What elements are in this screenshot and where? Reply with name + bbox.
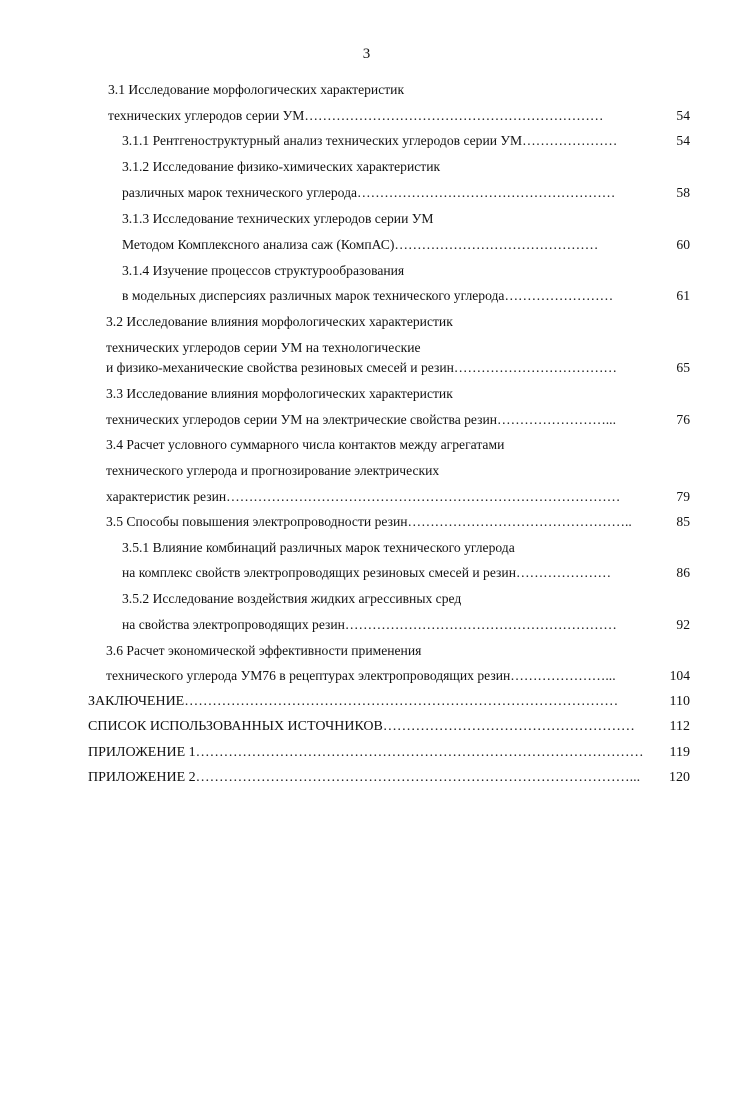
toc-entry-page-number: 58 (676, 185, 690, 200)
toc-entry-page-number: 104 (669, 668, 690, 683)
toc-entry-page-number: 76 (676, 412, 690, 427)
toc-entry-title: технических углеродов серии УМ на электрические свойства резин……………………... (106, 412, 616, 427)
toc-entry-3-4-c (106, 487, 690, 507)
toc-entry-page-number: 85 (676, 514, 690, 529)
toc-entry-title: 3.2 Исследование влияния морфологических характеристик (106, 314, 453, 329)
toc-entry-page-number: 79 (676, 489, 690, 504)
toc-entry-title: ПРИЛОЖЕНИЕ 2…………………………………………………………………………………... (88, 770, 641, 785)
toc-entry-title: 3.1.1 Рентгеноструктурный анализ технических углеродов серии УМ………………… (122, 133, 618, 148)
toc-entry-page-number: 120 (669, 770, 690, 785)
toc-entry-title: 3.5.2 Исследование воздействия жидких агрессивных сред (122, 591, 462, 606)
toc-entry-page-number: 54 (676, 108, 690, 123)
toc-entry-title: технических углеродов серии УМ………………………………………………………… (108, 108, 604, 123)
toc-entry-page-number: 112 (669, 719, 690, 734)
toc-entry-conclusion (88, 692, 690, 712)
toc-entry-3-1-a (108, 80, 690, 100)
toc-entry-title: ПРИЛОЖЕНИЕ 1…………………………………………………………………………………… (88, 745, 644, 760)
toc-entry-3-5-1-b (122, 563, 690, 583)
toc-entry-title: технического углерода и прогнозирование электрических (106, 463, 440, 478)
toc-entry-3-4-a (106, 435, 690, 455)
toc-entry-3-5-2-a (122, 589, 690, 609)
toc-entry-title: на комплекс свойств электропроводящих резиновых смесей и резин………………… (122, 565, 612, 580)
toc-entry-3-1-3-a (122, 209, 690, 229)
toc-entry-3-1-4-b (122, 286, 690, 306)
toc-entry-3-1-2-b (122, 183, 690, 203)
toc-entry-3-5 (106, 512, 690, 532)
toc-entry-references (88, 717, 690, 737)
toc-entry-appendix-2 (88, 768, 690, 788)
toc-entry-3-4-b (106, 461, 690, 481)
toc-entry-title: и физико-механические свойства резиновых смесей и резин……………………………… (106, 360, 618, 375)
toc-entry-title: 3.5 Способы повышения электропроводности резин………………………………………….. (106, 514, 632, 529)
toc-entry-page-number: 119 (669, 745, 690, 760)
toc-entry-title: различных марок технического углерода………………………………………………… (122, 185, 616, 200)
toc-entry-3-5-2-b (122, 615, 690, 635)
toc-entry-title: на свойства электропроводящих резин…………………………………………………… (122, 617, 617, 632)
toc-entry-page-number: 61 (676, 288, 690, 303)
toc-entry-3-1-b (108, 106, 690, 126)
toc-entry-title: 3.1.4 Изучение процессов структурообразования (122, 263, 405, 278)
toc-entry-page-number: 92 (676, 617, 690, 632)
toc-entry-page-number: 86 (676, 565, 690, 580)
toc-entry-3-2-a (106, 312, 690, 332)
toc-entry-title: 3.5.1 Влияние комбинаций различных марок технического углерода (122, 540, 515, 555)
toc-entry-3-2-b (106, 338, 690, 358)
toc-entry-page-number: 110 (669, 694, 690, 709)
toc-entry-3-3-a (106, 384, 690, 404)
toc-entry-appendix-1 (88, 743, 690, 763)
toc-entry-3-6-a (106, 641, 690, 661)
toc-entry-3-1-4-a (122, 261, 690, 281)
toc-entry-3-1-3-b (122, 235, 690, 255)
toc-entry-page-number: 54 (676, 133, 690, 148)
toc-entry-title: 3.6 Расчет экономической эффективности применения (106, 643, 422, 658)
toc-entry-title: 3.1.2 Исследование физико-химических характеристик (122, 159, 441, 174)
toc-entry-title: 3.3 Исследование влияния морфологических характеристик (106, 386, 453, 401)
toc-entry-3-2-c (106, 358, 690, 378)
toc-entry-title: в модельных дисперсиях различных марок технического углерода…………………… (122, 288, 614, 303)
toc-entry-3-5-1-a (122, 538, 690, 558)
toc-entry-3-3-b (106, 410, 690, 430)
toc-entry-title: 3.1.3 Исследование технических углеродов серии УМ (122, 211, 434, 226)
toc-entry-3-1-2-a (122, 157, 690, 177)
toc-entry-title: Методом Комплексного анализа саж (КомпАС)……………………………………… (122, 237, 599, 252)
toc-entry-page-number: 65 (676, 360, 690, 375)
toc-entry-title: технических углеродов серии УМ на технологические (106, 340, 421, 355)
toc-entry-title: технического углерода УМ76 в рецептурах электропроводящих резин…………………... (106, 668, 616, 683)
toc-entry-title: СПИСОК ИСПОЛЬЗОВАННЫХ ИСТОЧНИКОВ……………………………………………… (88, 719, 635, 734)
toc-entry-title: 3.1 Исследование морфологических характеристик (108, 82, 405, 97)
toc-entry-3-6-b (106, 666, 690, 686)
toc-entry-3-1-1 (122, 131, 690, 151)
toc-entry-title: 3.4 Расчет условного суммарного числа контактов между агрегатами (106, 437, 505, 452)
toc-entry-title: ЗАКЛЮЧЕНИЕ………………………………………………………………………………… (88, 694, 619, 709)
toc-entry-page-number: 60 (676, 237, 690, 252)
page-number: 3 (362, 46, 371, 62)
toc-entry-title: характеристик резин…………………………………………………………………………… (106, 489, 621, 504)
